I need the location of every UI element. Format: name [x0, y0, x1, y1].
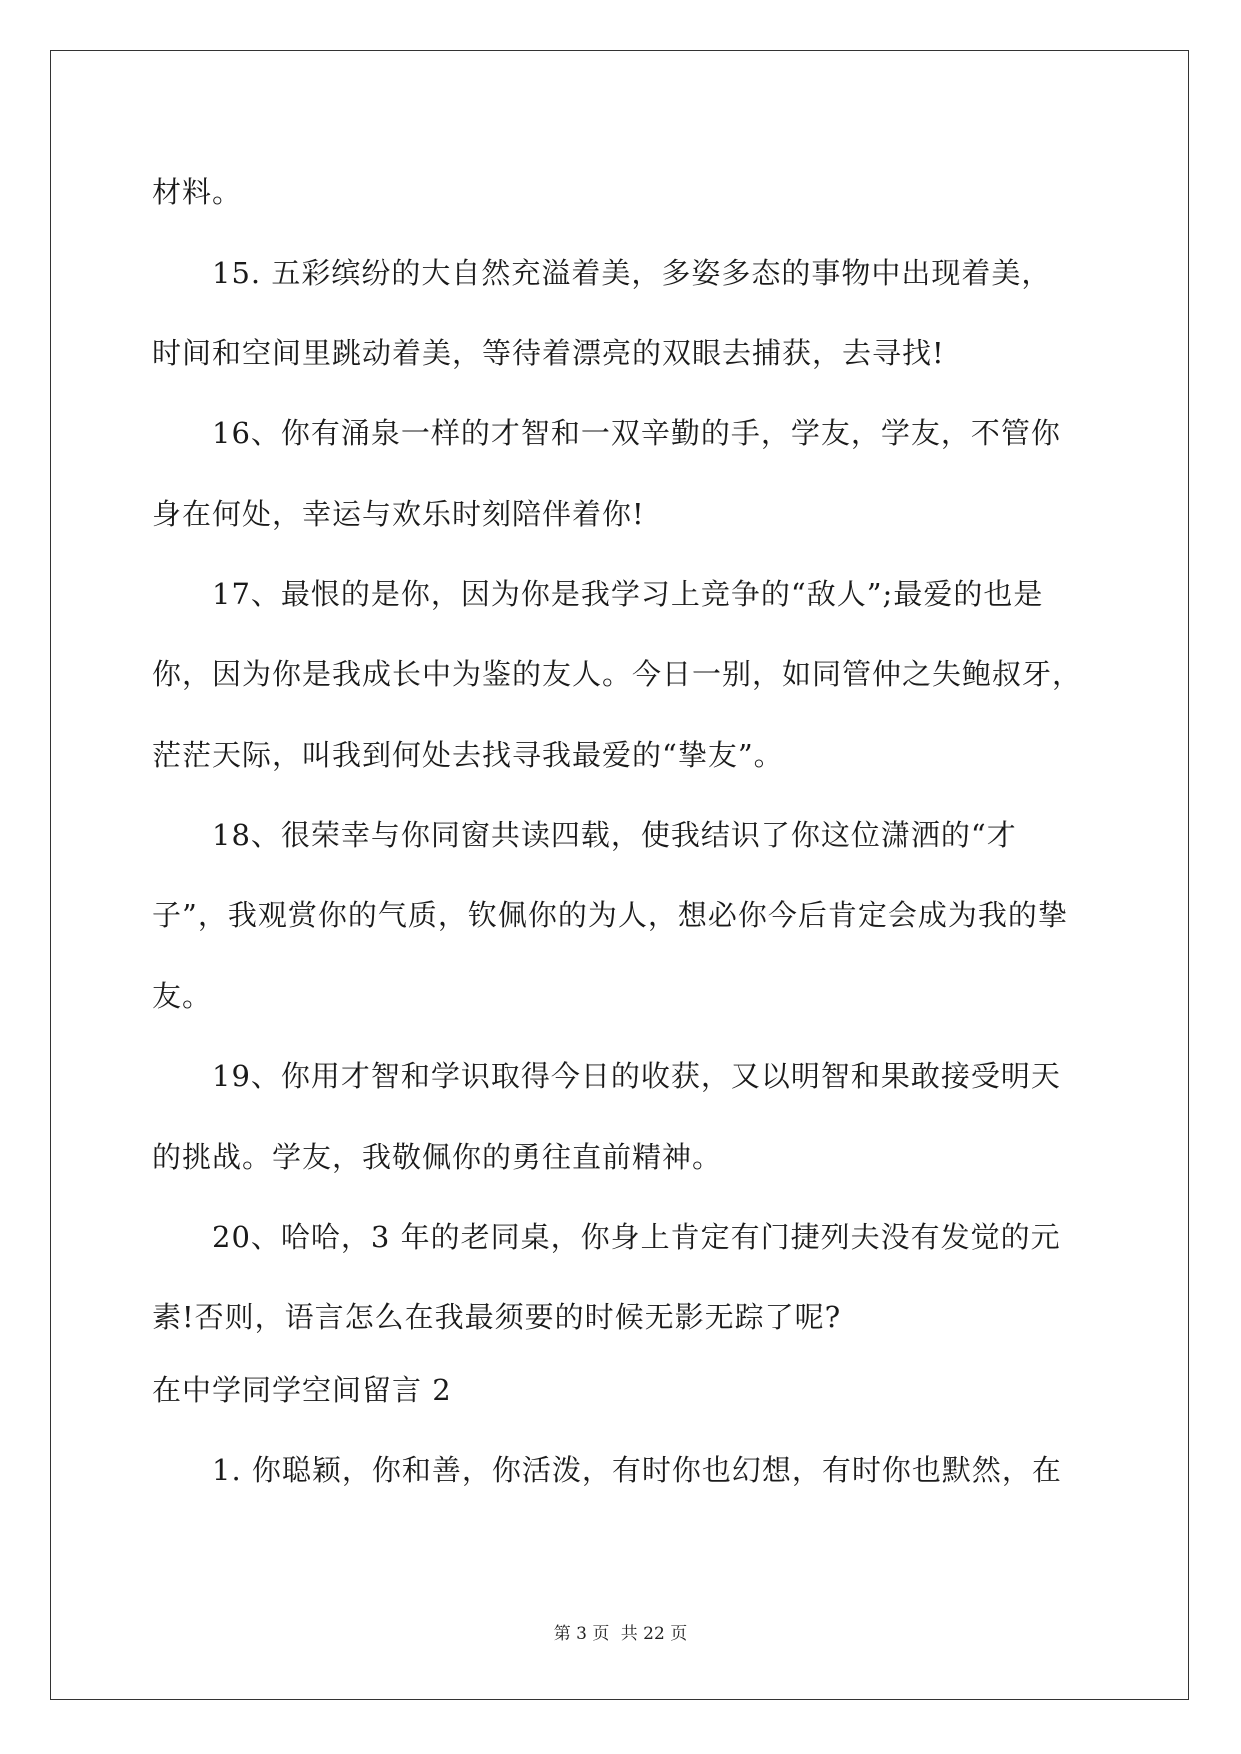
page-footer	[0, 1622, 1241, 1646]
text-line: 友。	[152, 979, 213, 1013]
section-heading: 在中学同学空间留言 2	[152, 1373, 452, 1407]
text-line: 的挑战。学友，我敬佩你的勇往直前精神。	[152, 1140, 723, 1174]
text-line: 19、你用才智和学识取得今日的收获，又以明智和果敢接受明天	[212, 1059, 1061, 1093]
page-total: 共 22 页	[620, 1624, 688, 1644]
text-line: 18、很荣幸与你同窗共读四载，使我结识了你这位潇洒的“才	[212, 818, 1017, 852]
text-line: 茫茫天际，叫我到何处去找寻我最爱的“挚友”。	[152, 738, 784, 772]
text-line: 15. 五彩缤纷的大自然充溢着美，多姿多态的事物中出现着美，	[212, 256, 1052, 290]
text-line: 身在何处，幸运与欢乐时刻陪伴着你!	[152, 497, 645, 531]
text-line: 16、你有涌泉一样的才智和一双辛勤的手，学友，学友，不管你	[212, 416, 1061, 450]
page-number: 第 3 页	[553, 1624, 610, 1644]
text-line: 子”，我观赏你的气质，钦佩你的为人，想必你今后肯定会成为我的挚	[152, 898, 1068, 932]
text-line: 素!否则，语言怎么在我最须要的时候无影无踪了呢?	[152, 1300, 842, 1334]
text-line: 1. 你聪颖，你和善，你活泼，有时你也幻想，有时你也默然，在	[212, 1453, 1062, 1487]
text-line: 材料。	[152, 175, 243, 209]
text-line: 时间和空间里跳动着美，等待着漂亮的双眼去捕获，去寻找!	[152, 336, 945, 370]
text-line: 你，因为你是我成长中为鉴的友人。今日一别，如同管仲之失鲍叔牙，	[152, 657, 1083, 691]
text-line: 20、哈哈，3 年的老同桌，你身上肯定有门捷列夫没有发觉的元	[212, 1220, 1061, 1254]
text-line: 17、最恨的是你，因为你是我学习上竞争的“敌人”;最爱的也是	[212, 577, 1044, 611]
